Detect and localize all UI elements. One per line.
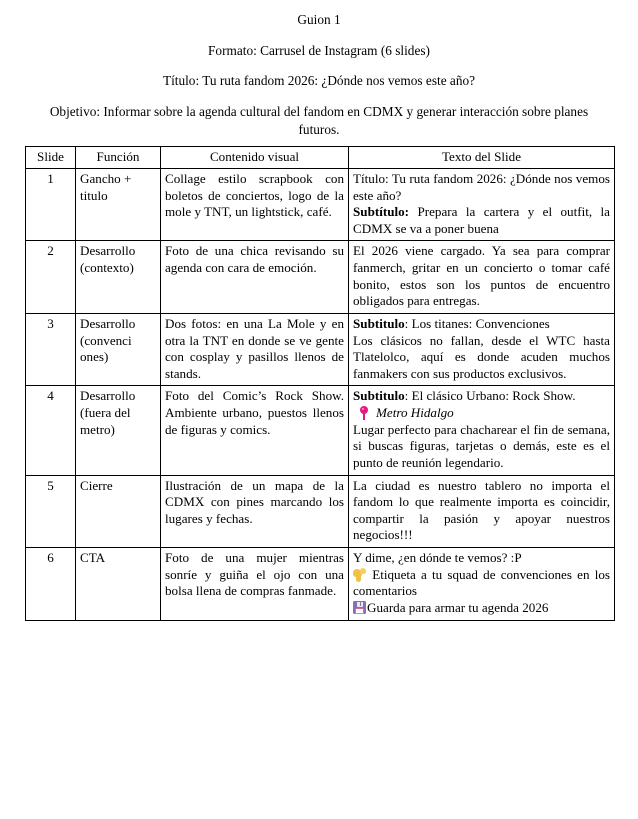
texto-paragraph <box>353 204 610 237</box>
cell-contenido-visual: Foto de una mujer mientras sonríe y guiña el ojo con una bolsa llena de compras fanmade. <box>161 548 349 621</box>
column-header-visual: Contenido visual <box>161 147 349 169</box>
cell-texto-slide <box>349 548 615 621</box>
page-title: Guion 1 <box>297 12 341 27</box>
cell-texto-slide <box>349 386 615 475</box>
cell-funcion: Gancho + titulo <box>76 168 161 241</box>
cell-slide-number: 4 <box>26 386 76 475</box>
cta-save-text: Guarda para armar tu agenda 2026 <box>367 599 549 615</box>
subtitulo-label: Subtítulo: <box>353 204 410 220</box>
document-header <box>0 0 638 138</box>
table-row <box>26 548 615 621</box>
texto-paragraph: Lugar perfecto para chacharear el fin de semana, si buscas figuras, tarjetas o demás, este es el punto de reunión legendario. <box>353 421 610 470</box>
format-line: Formato: Carrusel de Instagram (6 slides) <box>208 42 430 58</box>
cell-slide-number: 2 <box>26 241 76 314</box>
objective-line: Objetivo: Informar sobre la agenda cultural del fandom en CDMX y generar interacción sobre planes futuros. <box>49 104 589 137</box>
table-row <box>26 313 615 386</box>
texto-paragraph-cta-tag <box>353 567 610 600</box>
round-pushpin-icon <box>359 406 369 420</box>
texto-paragraph: Y dime, ¿en dónde te vemos? :P <box>353 550 522 566</box>
texto-paragraph: La ciudad es nuestro tablero no importa el fandom lo que realmente importa es coincidir, compartir la pasión y apoyar nuestros negocios!!! <box>353 477 610 543</box>
subtitulo-text: : Los titanes: Convenciones <box>404 315 550 331</box>
table-row <box>26 168 615 241</box>
cell-slide-number: 1 <box>26 168 76 241</box>
texto-paragraph-cta-save <box>353 600 610 617</box>
title-line: Título: Tu ruta fandom 2026: ¿Dónde nos vemos este año? <box>162 73 476 89</box>
metro-label: Metro Hidalgo <box>376 405 454 421</box>
cell-funcion: Desarrollo (fuera del metro) <box>76 386 161 475</box>
cell-contenido-visual: Ilustración de un mapa de la CDMX con pines marcando los lugares y fechas. <box>161 475 349 548</box>
cell-texto-slide <box>349 168 615 241</box>
cell-slide-number: 6 <box>26 548 76 621</box>
cta-tag-text: Etiqueta a tu squad de convenciones en los comentarios <box>353 566 610 599</box>
table-row <box>26 241 615 314</box>
cell-contenido-visual: Collage estilo scrapbook con boletos de conciertos, logo de la mole y TNT, un lightstick, café. <box>161 168 349 241</box>
metro-location-line <box>359 405 610 422</box>
cell-slide-number: 5 <box>26 475 76 548</box>
subtitulo-text: : El clásico Urbano: Rock Show. <box>404 388 576 404</box>
cell-contenido-visual: Foto de una chica revisando su agenda con cara de emoción. <box>161 241 349 314</box>
subtitulo-label: Subtitulo <box>353 388 405 404</box>
cell-funcion: CTA <box>76 548 161 621</box>
table-row <box>26 475 615 548</box>
cell-funcion: Cierre <box>76 475 161 548</box>
texto-paragraph: El 2026 viene cargado. Ya sea para comprar fanmerch, gritar en un concierto o tomar café bonito, estos son los puntos de encuentro obligados para entregas. <box>353 243 610 309</box>
column-header-slide: Slide <box>26 147 76 169</box>
subtitulo-text: Prepara la cartera y el outfit, la CDMX se va a poner buena <box>353 204 610 236</box>
subtitulo-label: Subtitulo <box>353 315 405 331</box>
table-header-row <box>26 147 615 169</box>
pointing-down-hand-icon <box>353 568 367 582</box>
texto-paragraph: Los clásicos no fallan, desde el WTC hasta Tlatelolco, aquí es donde acuden muchos fanmakers con sus productos exclusivos. <box>353 332 610 381</box>
guion-table <box>25 146 615 620</box>
table-row <box>26 386 615 475</box>
floppy-disk-icon <box>353 601 367 615</box>
texto-paragraph <box>353 388 610 405</box>
cell-texto-slide <box>349 241 615 314</box>
cell-texto-slide <box>349 475 615 548</box>
texto-paragraph <box>353 316 610 333</box>
cell-slide-number: 3 <box>26 313 76 386</box>
cell-contenido-visual: Dos fotos: en una La Mole y en otra la TNT en donde se ve gente con cosplay y pasillos llenos de stands. <box>161 313 349 386</box>
column-header-funcion: Función <box>76 147 161 169</box>
cell-contenido-visual: Foto del Comic’s Rock Show. Ambiente urbano, puestos llenos de figuras y comics. <box>161 386 349 475</box>
texto-paragraph: Título: Tu ruta fandom 2026: ¿Dónde nos vemos este año? <box>353 170 610 203</box>
cell-funcion: Desarrollo (contexto) <box>76 241 161 314</box>
column-header-texto: Texto del Slide <box>349 147 615 169</box>
cell-texto-slide <box>349 313 615 386</box>
cell-funcion: Desarrollo (convenci ones) <box>76 313 161 386</box>
